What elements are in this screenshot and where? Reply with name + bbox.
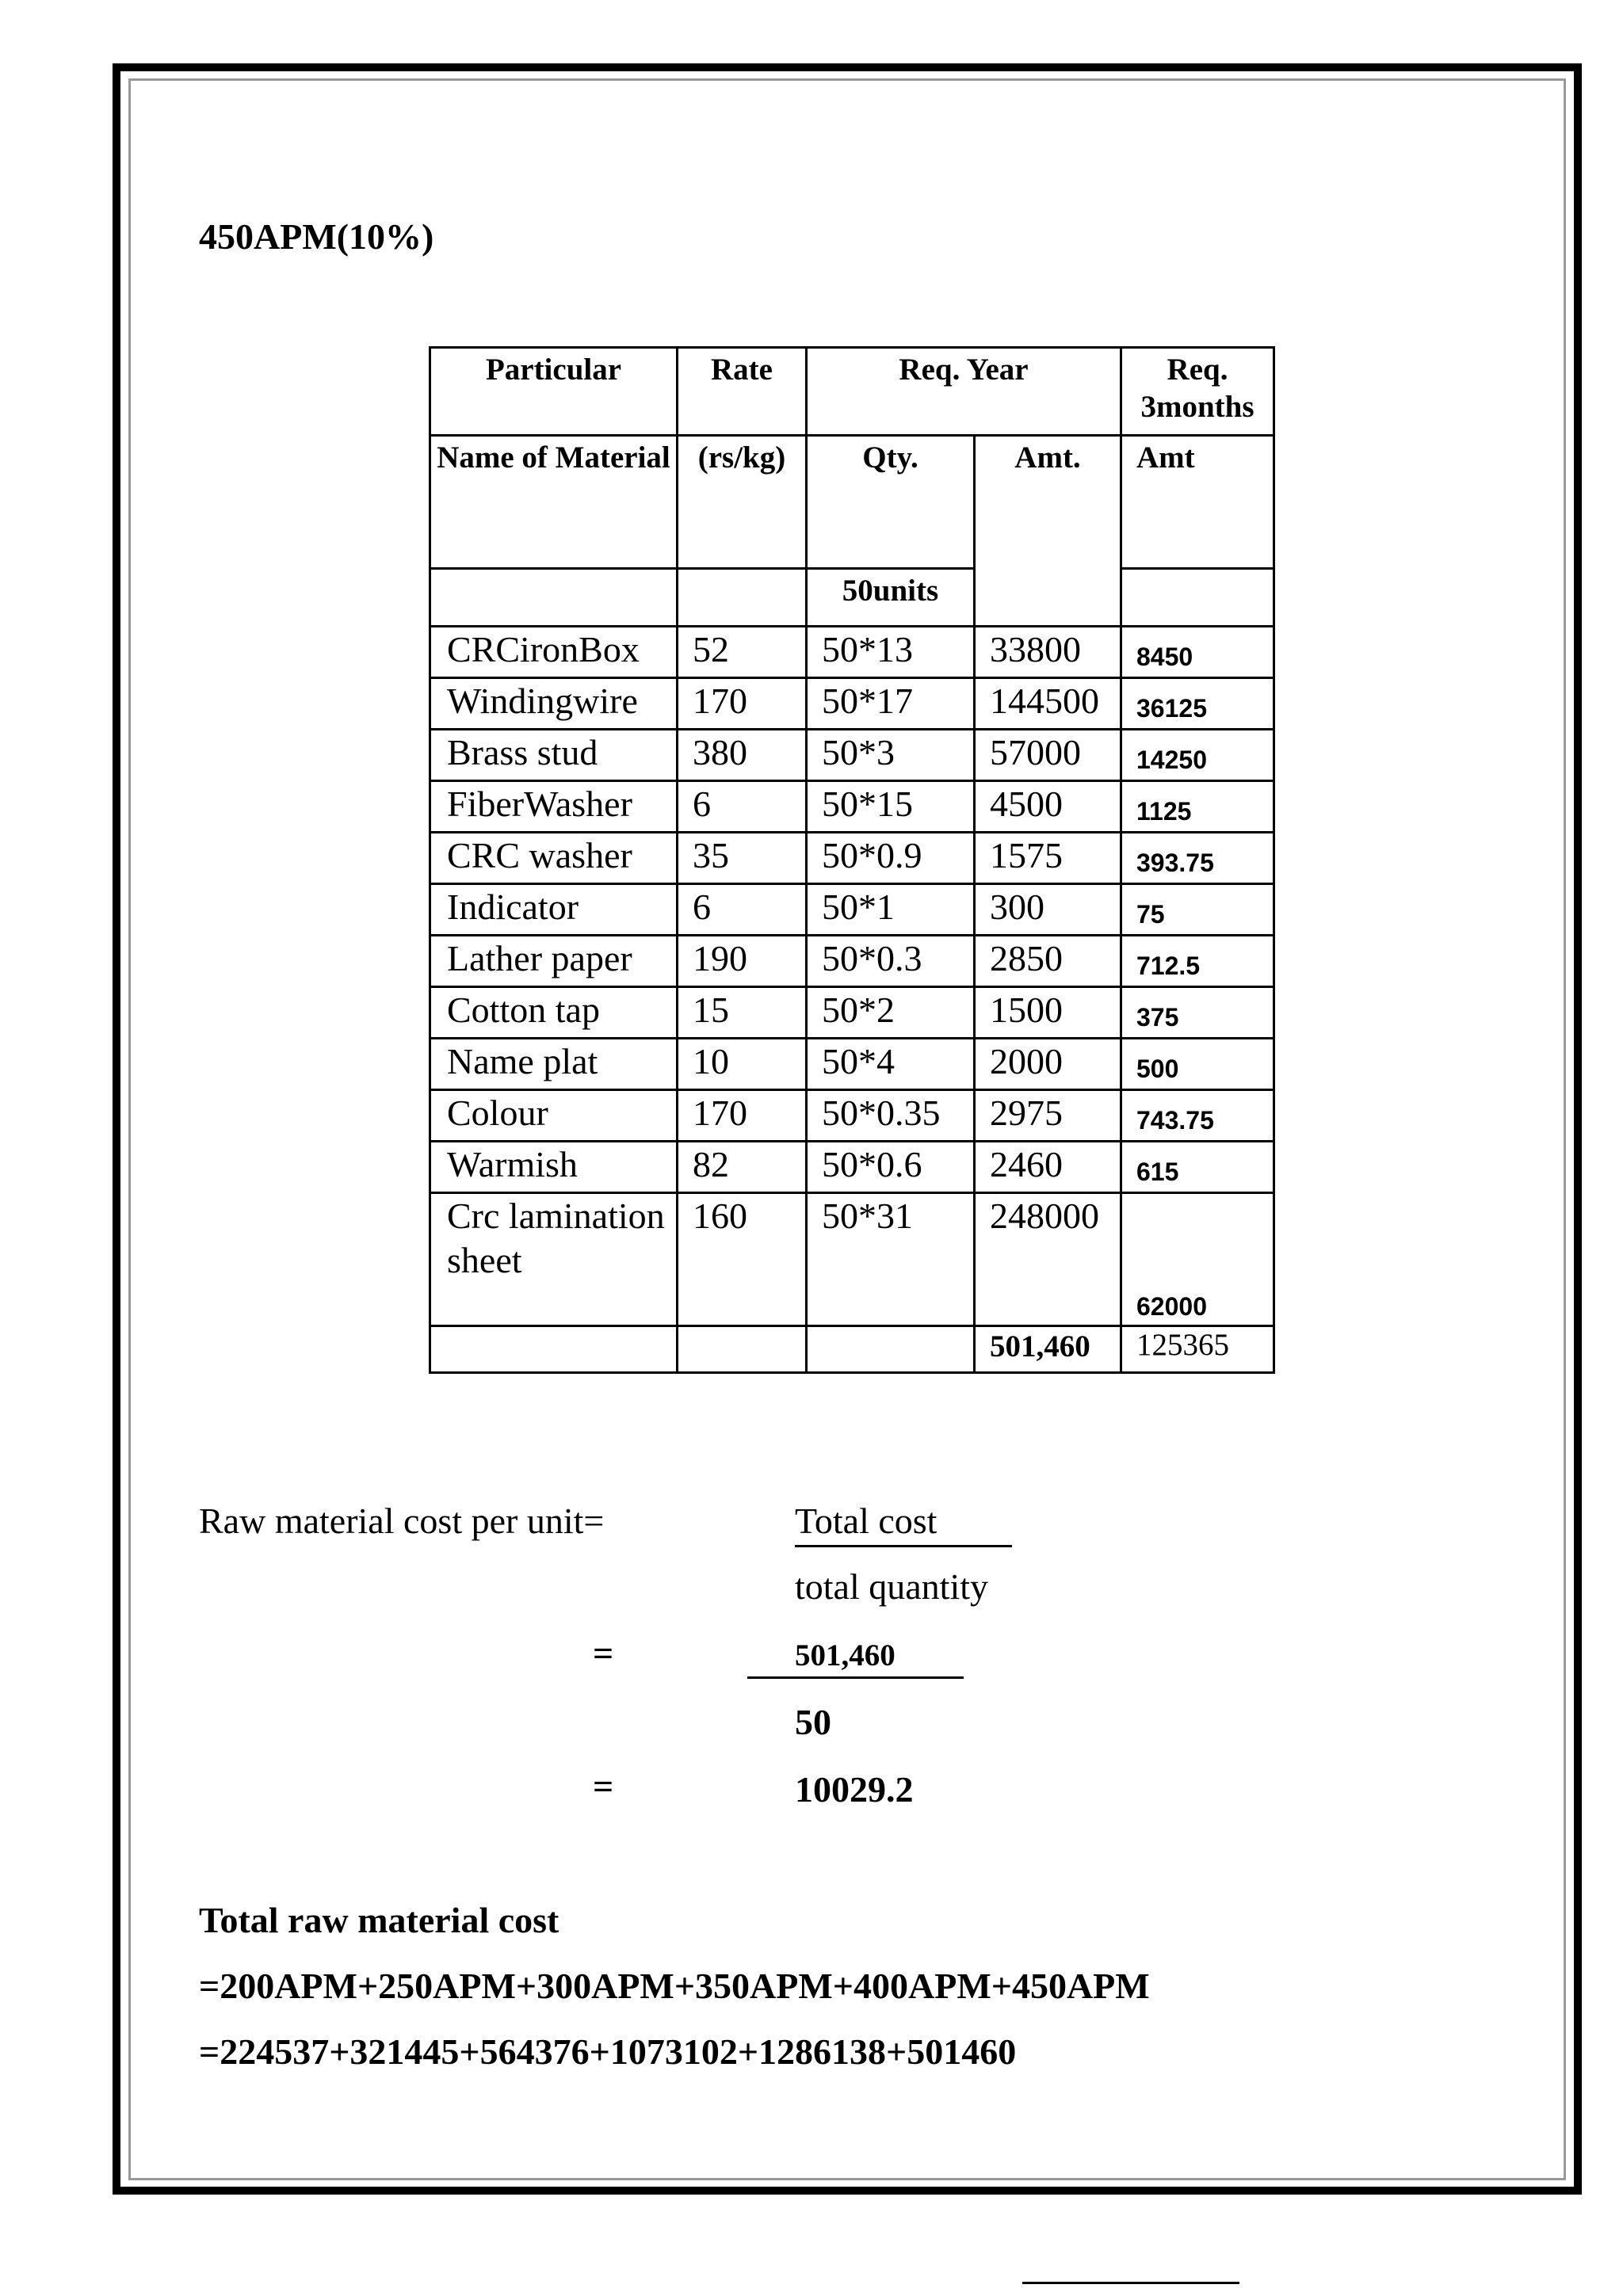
cell-rate: 82 [678, 1142, 807, 1193]
calc-label: Raw material cost per unit= [199, 1501, 605, 1541]
table-row [430, 627, 1274, 678]
empty-cell [807, 1326, 975, 1373]
cell-qty: 50*0.6 [807, 1142, 975, 1193]
total-title: Total raw material cost [199, 1900, 559, 1940]
equals-sign-2: = [593, 1766, 614, 1806]
table-header-row-3 [430, 569, 1274, 627]
cell-amt: 1500 [975, 987, 1121, 1039]
col-header-req-year: Req. Year [807, 348, 1121, 436]
cell-material-name: Crc lamination sheet [430, 1193, 678, 1326]
empty-cell [678, 569, 807, 627]
cell-amt-3months: 62000 [1121, 1193, 1274, 1326]
cell-amt-3months: 375 [1121, 987, 1274, 1039]
cell-amt: 248000 [975, 1193, 1121, 1326]
table-row [430, 730, 1274, 781]
col-header-particular: Particular [430, 348, 678, 436]
raw-material-table [429, 346, 1275, 1374]
cell-amt: 1575 [975, 833, 1121, 884]
cell-material-name: Brass stud [430, 730, 678, 781]
cell-amt-3months: 1125 [1121, 781, 1274, 833]
cell-qty: 50*1 [807, 884, 975, 936]
cell-material-name: Indicator [430, 884, 678, 936]
fraction-line-1 [795, 1545, 1012, 1547]
cell-material-name: Windingwire [430, 678, 678, 730]
cell-qty: 50*13 [807, 627, 975, 678]
cell-amt-3months: 75 [1121, 884, 1274, 936]
qty-units: 50units [807, 569, 975, 627]
footer-rule [1022, 2282, 1239, 2284]
cell-amt: 2975 [975, 1090, 1121, 1142]
cell-amt: 4500 [975, 781, 1121, 833]
cell-amt-3months: 712.5 [1121, 936, 1274, 987]
col-header-amt-3months: Amt [1121, 436, 1274, 569]
col-header-rate: Rate [678, 348, 807, 436]
empty-cell [430, 569, 678, 627]
cell-qty: 50*0.9 [807, 833, 975, 884]
equals-sign-1: = [593, 1633, 614, 1673]
cell-material-name: CRC washer [430, 833, 678, 884]
cell-amt-3months: 393.75 [1121, 833, 1274, 884]
cell-qty: 50*31 [807, 1193, 975, 1326]
cell-qty: 50*17 [807, 678, 975, 730]
cell-amt: 2460 [975, 1142, 1121, 1193]
cell-rate: 52 [678, 627, 807, 678]
cell-qty: 50*3 [807, 730, 975, 781]
calc-result: 10029.2 [795, 1769, 914, 1810]
table-row [430, 1090, 1274, 1142]
cell-rate: 35 [678, 833, 807, 884]
cell-amt-3months: 14250 [1121, 730, 1274, 781]
cell-qty: 50*4 [807, 1039, 975, 1090]
empty-cell [430, 1326, 678, 1373]
cell-rate: 190 [678, 936, 807, 987]
cell-material-name: FiberWasher [430, 781, 678, 833]
cell-qty: 50*0.3 [807, 936, 975, 987]
total-amt: 501,460 [975, 1326, 1121, 1373]
cell-rate: 380 [678, 730, 807, 781]
total-formula-line-2: =224537+321445+564376+1073102+1286138+501460 [199, 2031, 1017, 2072]
table-row [430, 1142, 1274, 1193]
table-row [430, 833, 1274, 884]
fraction-line-2 [747, 1676, 964, 1679]
cell-amt: 144500 [975, 678, 1121, 730]
calc-denominator-text: total quantity [795, 1566, 989, 1607]
cell-qty: 50*2 [807, 987, 975, 1039]
empty-cell [1121, 569, 1274, 627]
cell-material-name: Warmish [430, 1142, 678, 1193]
table-row [430, 884, 1274, 936]
cell-amt: 300 [975, 884, 1121, 936]
cell-amt-3months: 8450 [1121, 627, 1274, 678]
cell-rate: 170 [678, 1090, 807, 1142]
cell-amt: 57000 [975, 730, 1121, 781]
table-row [430, 678, 1274, 730]
section-heading: 450APM(10%) [199, 216, 434, 257]
table-header-row-2 [430, 436, 1274, 569]
calc-numerator-text: Total cost [795, 1501, 938, 1541]
col-header-name-of-material: Name of Material [430, 436, 678, 569]
cell-qty: 50*0.35 [807, 1090, 975, 1142]
calc-numerator-value: 501,460 [795, 1638, 896, 1672]
cell-rate: 6 [678, 884, 807, 936]
table-row [430, 1039, 1274, 1090]
col-header-req-3months: Req. 3months [1121, 348, 1274, 436]
col-header-qty: Qty. [807, 436, 975, 569]
empty-cell [678, 1326, 807, 1373]
cell-rate: 10 [678, 1039, 807, 1090]
col-header-rate-unit: (rs/kg) [678, 436, 807, 569]
table-row [430, 1193, 1274, 1326]
cell-amt: 2850 [975, 936, 1121, 987]
cell-rate: 170 [678, 678, 807, 730]
cell-amt: 33800 [975, 627, 1121, 678]
table-header-row-1 [430, 348, 1274, 436]
cell-rate: 6 [678, 781, 807, 833]
cell-rate: 160 [678, 1193, 807, 1326]
cell-material-name: Cotton tap [430, 987, 678, 1039]
col-header-amt: Amt. [975, 436, 1121, 627]
cell-material-name: CRCironBox [430, 627, 678, 678]
calc-denominator-value: 50 [795, 1702, 831, 1742]
total-amt-3months: 125365 [1121, 1326, 1274, 1373]
total-formula-line-1: =200APM+250APM+300APM+350APM+400APM+450APM [199, 1966, 1150, 2006]
table-row [430, 936, 1274, 987]
table-total-row [430, 1326, 1274, 1373]
cell-rate: 15 [678, 987, 807, 1039]
cell-amt: 2000 [975, 1039, 1121, 1090]
cell-qty: 50*15 [807, 781, 975, 833]
cell-material-name: Name plat [430, 1039, 678, 1090]
cell-amt-3months: 743.75 [1121, 1090, 1274, 1142]
cell-material-name: Colour [430, 1090, 678, 1142]
cell-amt-3months: 500 [1121, 1039, 1274, 1090]
table-row [430, 987, 1274, 1039]
cell-amt-3months: 36125 [1121, 678, 1274, 730]
cell-material-name: Lather paper [430, 936, 678, 987]
cell-amt-3months: 615 [1121, 1142, 1274, 1193]
table-row [430, 781, 1274, 833]
